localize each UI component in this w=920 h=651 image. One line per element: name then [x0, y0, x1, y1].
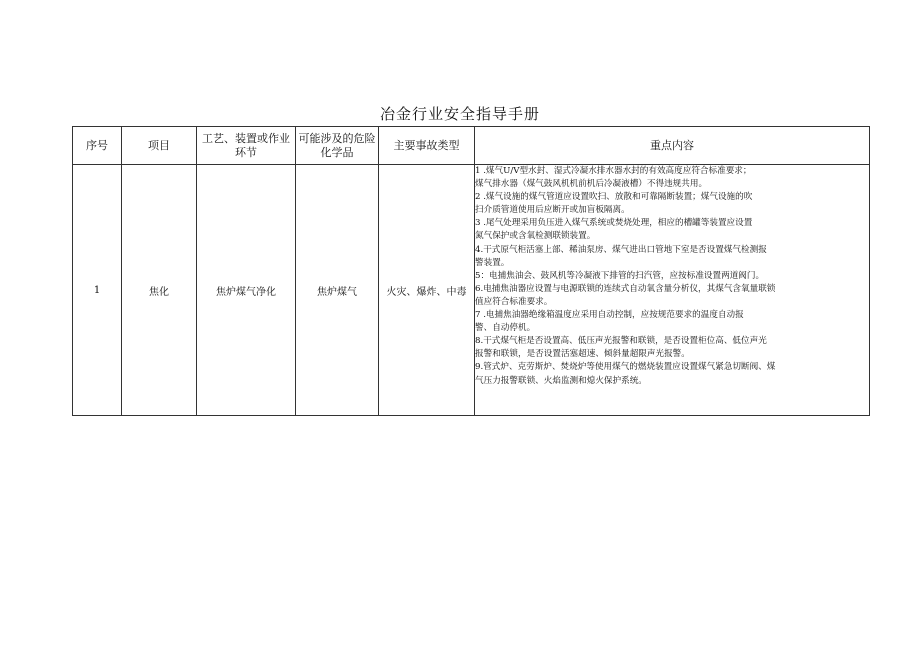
- content-line: 9.管式炉、克劳斯炉、焚烧炉等使用煤气的燃烧装置应设置煤气紧急切断阀、煤: [475, 362, 776, 373]
- cell-project: 焦化: [122, 165, 197, 416]
- content-line: 5：电捕焦油会、鼓风机等冷凝液下排管的扫汽管，应按标准设置两道阀门。: [475, 270, 765, 281]
- content-line: 气压力报警联锁、火焰监测和熄火保护系统。: [475, 375, 647, 386]
- content-line: 2 .煤气设施的煤气管道应设置吹扫、放散和可靠隔断装置；煤气设施的吹: [475, 192, 753, 203]
- header-key-content: 重点内容: [475, 127, 870, 165]
- content-line: 氮气保护或含氧检测联锁装置。: [475, 231, 596, 242]
- header-chemicals: 可能涉及的危险化学品: [296, 127, 379, 165]
- header-process: 工艺、装置或作业环节: [197, 127, 296, 165]
- document-title: 冶金行业安全指导手册: [379, 105, 540, 123]
- content-line: 7 .电捕焦油器绝缘箱温度应采用自动控制，应按规范要求的温度自动报: [475, 310, 744, 321]
- content-line: 扫介质管道使用后应断开或加盲板隔离。: [475, 205, 630, 216]
- content-line: 4.干式原气柜活塞上部、稀油泵房、煤气进出口管地下室是否设置煤气检测报: [475, 244, 767, 255]
- content-line: 值应符合标准要求。: [475, 296, 553, 307]
- header-index: 序号: [73, 127, 122, 165]
- cell-accident-type: 火灾、爆炸、中毒: [379, 165, 475, 416]
- content-line: 警装置。: [475, 257, 510, 268]
- safety-table: [72, 126, 870, 416]
- header-project: 项目: [122, 127, 197, 165]
- cell-index: 1: [73, 165, 122, 416]
- content-line: 1 .煤气U/V型水封、湿式冷凝水排水器水封的有效高度应符合标准要求；: [475, 166, 752, 176]
- cell-key-content: [475, 165, 870, 416]
- content-line: 6.电捕焦油器应设置与电源联锁的连续式自动氧含量分析仪，其煤气含氧量联锁: [475, 283, 776, 294]
- content-line: 3 .尾气处理采用负压进入煤气系统或焚烧处理，相应的槽罐等装置应设置: [475, 218, 753, 229]
- cell-process: 焦炉煤气净化: [197, 165, 296, 416]
- content-line: 报警和联锁，是否设置活塞超速、倾斜量超限声光报警。: [475, 349, 690, 360]
- content-line: 煤气排水器（煤气鼓风机机前机后冷凝液槽）不得违规共用。: [475, 179, 708, 190]
- content-line: 警、自动停机。: [475, 323, 536, 334]
- table-header-row: [73, 127, 870, 165]
- content-line: 8.干式煤气柜是否设置高、低压声光报警和联锁，是否设置柜位高、低位声光: [475, 336, 767, 347]
- cell-chemicals: 焦炉煤气: [296, 165, 379, 416]
- header-accident-type: 主要事故类型: [379, 127, 475, 165]
- table-row: [73, 165, 870, 416]
